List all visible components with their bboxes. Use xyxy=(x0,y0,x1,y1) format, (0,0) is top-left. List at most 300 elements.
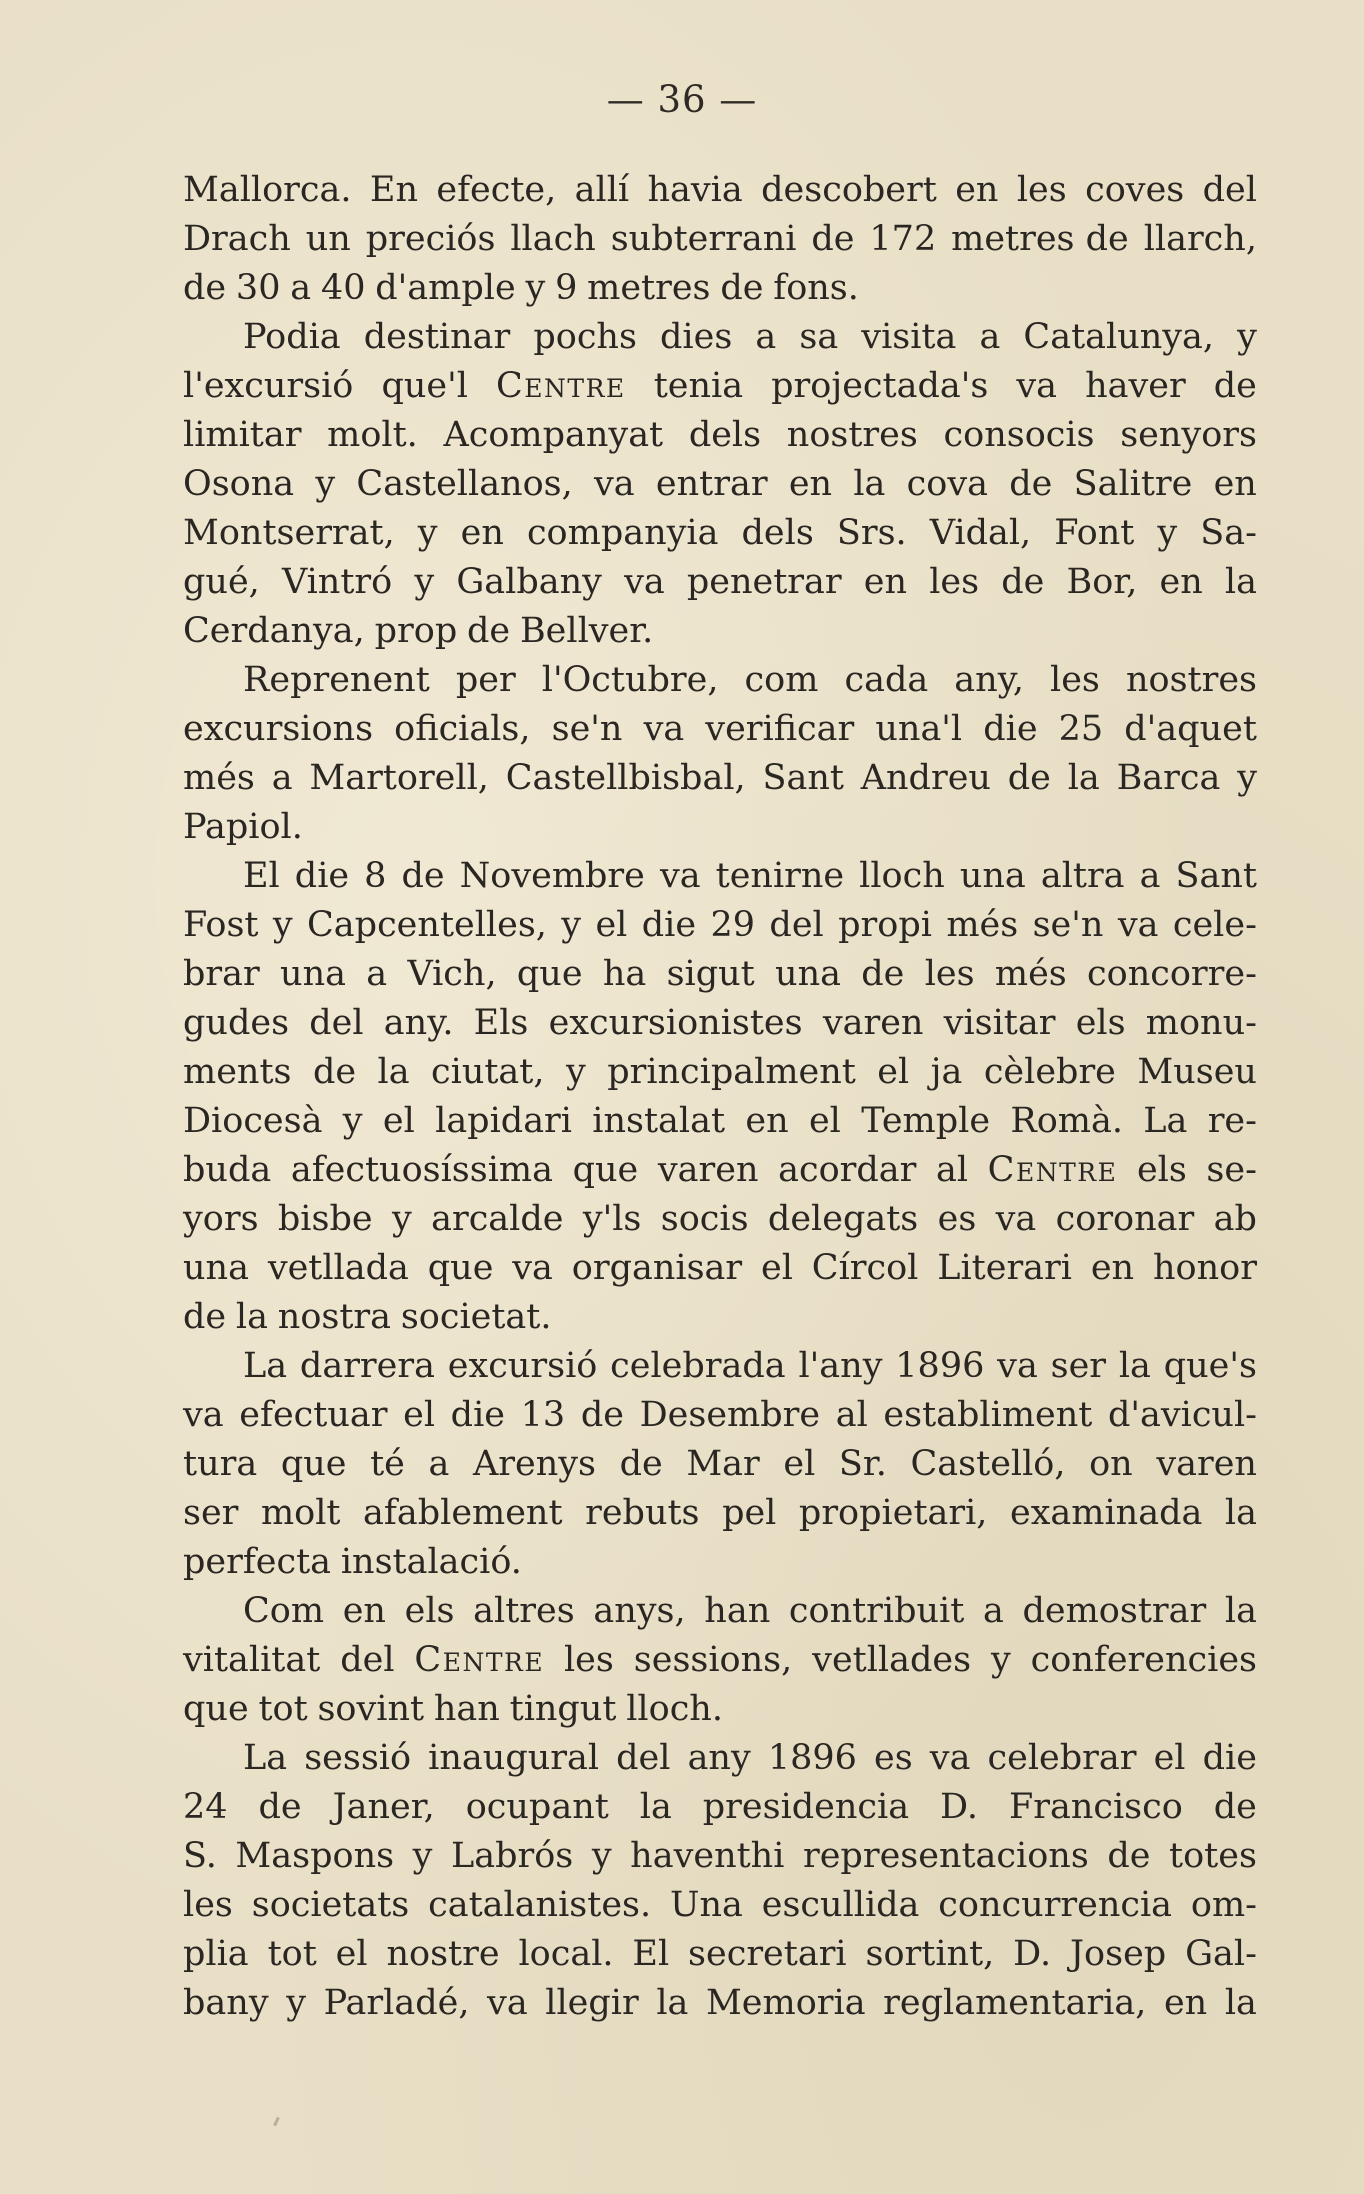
word: El xyxy=(632,1934,670,1974)
word: ciutat, xyxy=(431,1052,545,1092)
word: va xyxy=(512,1248,553,1288)
word: les xyxy=(1050,660,1100,700)
word: el xyxy=(595,905,628,945)
word: sovint xyxy=(317,1689,425,1729)
text-line xyxy=(183,1636,1257,1685)
word: any xyxy=(687,1738,751,1778)
word: va xyxy=(997,1346,1038,1386)
word: societats xyxy=(251,1885,410,1925)
word: reglamentaria, xyxy=(883,1983,1147,2023)
word: conferencies xyxy=(1030,1640,1257,1680)
word: prop xyxy=(374,611,458,651)
word: en xyxy=(460,513,504,553)
word: sessions, xyxy=(633,1640,793,1680)
word: sessió xyxy=(304,1738,412,1778)
text-line xyxy=(183,705,1257,754)
word: perfecta xyxy=(183,1542,332,1582)
word: que xyxy=(516,954,583,994)
page-number: — 36 — xyxy=(606,78,758,121)
word: a xyxy=(755,317,777,357)
text-line xyxy=(183,1783,1257,1832)
word: om- xyxy=(1190,1885,1257,1925)
word: y xyxy=(315,464,336,504)
text-line xyxy=(183,1685,1257,1734)
word: celebrada xyxy=(610,1346,786,1386)
word: Josep xyxy=(1070,1934,1167,1974)
text-line xyxy=(183,1832,1257,1881)
word: a xyxy=(271,758,293,798)
word: la xyxy=(1067,758,1100,798)
word: ser xyxy=(1050,1346,1107,1386)
word: 172 xyxy=(869,219,937,259)
word: d'aquet xyxy=(1124,709,1257,749)
word: va xyxy=(487,1983,528,2023)
word: va xyxy=(183,1395,224,1435)
word: propietari, xyxy=(798,1493,988,1533)
word: la xyxy=(377,1052,410,1092)
word: a xyxy=(366,954,388,994)
word: la xyxy=(1224,562,1257,602)
word: pochs xyxy=(533,317,637,357)
text-line xyxy=(183,1391,1257,1440)
word: excursions xyxy=(183,709,374,749)
word: una'l xyxy=(875,709,963,749)
word: Sant xyxy=(762,758,844,798)
text-line xyxy=(183,1930,1257,1979)
word: vetllades xyxy=(812,1640,972,1680)
word: die xyxy=(983,709,1038,749)
word: en xyxy=(342,1591,386,1631)
word: havia xyxy=(647,170,743,210)
word: Drach xyxy=(183,219,291,259)
word: les xyxy=(183,1885,233,1925)
word: 29 xyxy=(710,905,756,945)
word: de xyxy=(811,219,855,259)
word: catalanistes. xyxy=(428,1885,652,1925)
word: escullida xyxy=(761,1885,920,1925)
word: Els xyxy=(473,1003,529,1043)
word: la xyxy=(1224,1983,1257,2023)
word: de xyxy=(258,1787,302,1827)
word: de xyxy=(1009,464,1053,504)
word: y xyxy=(990,1640,1011,1680)
word: tot xyxy=(258,1689,308,1729)
word: en xyxy=(1090,1248,1135,1288)
word: més xyxy=(946,905,1019,945)
word: 24 xyxy=(183,1787,228,1827)
word: l'Octubre, xyxy=(541,660,719,700)
text-line xyxy=(183,1734,1257,1783)
word: ha xyxy=(602,954,647,994)
word: que xyxy=(183,1689,249,1729)
word: el xyxy=(783,1444,816,1484)
text-line xyxy=(183,754,1257,803)
word: consocis xyxy=(943,415,1095,455)
text-line xyxy=(183,166,1257,215)
word: destinar xyxy=(363,317,511,357)
word: En xyxy=(369,170,418,210)
word: la xyxy=(853,464,886,504)
word: die xyxy=(1202,1738,1257,1778)
text-line xyxy=(183,215,1257,264)
word: altres xyxy=(473,1591,575,1631)
word: y xyxy=(1157,513,1178,553)
word: que xyxy=(572,1150,639,1190)
word: 8 xyxy=(364,856,387,896)
word: Arenys xyxy=(472,1444,596,1484)
word: ments xyxy=(183,1052,292,1092)
word: visita xyxy=(861,317,957,357)
text-line xyxy=(183,264,1257,313)
word: ja xyxy=(930,1052,963,1092)
word: de xyxy=(1213,366,1257,406)
word: tot xyxy=(267,1934,317,1974)
word: 1896 xyxy=(767,1738,857,1778)
word: 9 xyxy=(555,268,578,308)
word: socis xyxy=(660,1199,749,1239)
text-line xyxy=(183,1244,1257,1293)
word: die xyxy=(450,1395,505,1435)
word: Labrós xyxy=(450,1836,574,1876)
word: tenia xyxy=(653,366,744,406)
word: del xyxy=(769,905,824,945)
text-line xyxy=(183,901,1257,950)
text-line xyxy=(183,411,1257,460)
word: més xyxy=(994,954,1067,994)
text-line xyxy=(183,313,1257,362)
word: Podia xyxy=(243,317,341,357)
word: Martorell, xyxy=(309,758,489,798)
word: de xyxy=(467,611,511,651)
word: S. xyxy=(183,1836,217,1876)
word: demostrar xyxy=(1022,1591,1207,1631)
word: Museu xyxy=(1137,1052,1257,1092)
word: se'n xyxy=(551,709,623,749)
word: lloch xyxy=(859,856,945,896)
word: a xyxy=(428,1444,450,1484)
word: el xyxy=(808,1101,841,1141)
word: celebrar xyxy=(987,1738,1137,1778)
text-line xyxy=(183,656,1257,705)
word: Catalunya, xyxy=(1023,317,1215,357)
word: 30 xyxy=(235,268,281,308)
word: limitar xyxy=(183,415,302,455)
word: Sa- xyxy=(1200,513,1257,553)
word: excursionistes xyxy=(548,1003,803,1043)
word: el xyxy=(877,1052,910,1092)
word: Novembre xyxy=(459,856,645,896)
word: Maspons xyxy=(235,1836,395,1876)
word: oficials, xyxy=(394,709,531,749)
word: una xyxy=(775,954,841,994)
word: a xyxy=(982,1591,1004,1631)
word: el xyxy=(335,1934,368,1974)
word: cada xyxy=(844,660,929,700)
word: Mar xyxy=(686,1444,760,1484)
word: y xyxy=(525,268,546,308)
word: Osona xyxy=(183,464,295,504)
word: d'ample xyxy=(375,268,516,308)
word: fons. xyxy=(773,268,859,308)
word: Literari xyxy=(937,1248,1072,1288)
word: pel xyxy=(722,1493,777,1533)
word: penetrar xyxy=(686,562,842,602)
word: representacions xyxy=(802,1836,1089,1876)
word: Temple xyxy=(861,1101,991,1141)
word: y xyxy=(412,1836,433,1876)
word: de xyxy=(312,1052,357,1092)
word: el xyxy=(382,1101,415,1141)
word: una xyxy=(183,1248,249,1288)
word: die xyxy=(294,856,350,896)
word: Desembre xyxy=(639,1395,821,1435)
word: Fost xyxy=(183,905,259,945)
text-line xyxy=(183,1097,1257,1146)
word: va xyxy=(1117,905,1159,945)
word: La xyxy=(243,1738,288,1778)
word: y xyxy=(591,1836,612,1876)
word: societat. xyxy=(400,1297,552,1337)
word: any. xyxy=(383,1003,454,1043)
word: de xyxy=(580,1395,624,1435)
word: es xyxy=(874,1738,913,1778)
text-line xyxy=(183,1440,1257,1489)
word: Una xyxy=(669,1885,743,1925)
word: yors xyxy=(183,1199,259,1239)
word: ab xyxy=(1213,1199,1257,1239)
word: de xyxy=(183,268,227,308)
word: va xyxy=(995,1199,1037,1239)
word: Cerdanya, xyxy=(183,611,365,651)
word: Bor, xyxy=(1066,562,1138,602)
word: que's xyxy=(1163,1346,1257,1386)
word: La xyxy=(243,1346,288,1386)
word: llach xyxy=(510,219,596,259)
word: varen xyxy=(1156,1444,1257,1484)
word: la xyxy=(235,1297,268,1337)
word: en xyxy=(863,562,908,602)
text-line xyxy=(183,460,1257,509)
word: Reprenent xyxy=(243,660,430,700)
body-text xyxy=(183,166,1257,2028)
word: coves xyxy=(1085,170,1185,210)
word: metres de xyxy=(951,219,1129,259)
word: a xyxy=(290,268,312,308)
word: El xyxy=(243,856,280,896)
word: una xyxy=(280,954,346,994)
word: y xyxy=(417,513,438,553)
word: al xyxy=(936,1150,969,1190)
word: per xyxy=(455,660,516,700)
word: cèlebre xyxy=(983,1052,1116,1092)
word: la xyxy=(639,1787,672,1827)
word: Janer, xyxy=(332,1787,435,1827)
word: va xyxy=(643,709,685,749)
word: Sr. xyxy=(838,1444,887,1484)
word: Andreu xyxy=(860,758,991,798)
word: lloch. xyxy=(626,1689,723,1729)
word: y xyxy=(272,905,293,945)
text-line xyxy=(183,1489,1257,1538)
text-line xyxy=(183,1195,1257,1244)
text-line xyxy=(183,803,1257,852)
word: D. xyxy=(1013,1934,1052,1974)
word: que xyxy=(427,1248,494,1288)
word: del xyxy=(309,1003,364,1043)
word: dels xyxy=(741,513,814,553)
word: llegir xyxy=(545,1983,639,2023)
word: llarch, xyxy=(1143,219,1257,259)
word: varen xyxy=(822,1003,924,1043)
word: tura xyxy=(183,1444,258,1484)
word: les xyxy=(924,954,975,994)
word: vitalitat xyxy=(183,1640,321,1680)
word: haventhi xyxy=(630,1836,785,1876)
word: de xyxy=(183,1297,227,1337)
word: en xyxy=(1163,1983,1208,2023)
text-line xyxy=(183,852,1257,901)
word: en xyxy=(1213,464,1257,504)
text-line xyxy=(183,607,1257,656)
word: el xyxy=(403,1395,436,1435)
word: un xyxy=(305,219,351,259)
word: excursió xyxy=(447,1346,598,1386)
text-line xyxy=(183,509,1257,558)
word: y xyxy=(1237,317,1257,357)
word: buda xyxy=(183,1150,272,1190)
word: les xyxy=(563,1640,614,1680)
word: altra xyxy=(1040,856,1125,896)
word: de xyxy=(1007,758,1051,798)
word: principalment xyxy=(607,1052,856,1092)
word: del xyxy=(340,1640,395,1680)
word: local. xyxy=(518,1934,614,1974)
word: de xyxy=(861,954,905,994)
word: de xyxy=(401,856,445,896)
word: varen xyxy=(657,1150,759,1190)
word: Parladé, xyxy=(323,1983,470,2023)
word: ser xyxy=(183,1493,239,1533)
word: rebuts xyxy=(585,1493,700,1533)
word: descobert xyxy=(761,170,937,210)
word: Capcentelles, xyxy=(307,905,547,945)
word: en xyxy=(1159,562,1203,602)
word: els xyxy=(1136,1150,1187,1190)
word: efecte, xyxy=(436,170,557,210)
word: molt xyxy=(260,1493,341,1533)
word: secretari xyxy=(688,1934,847,1974)
word: y xyxy=(561,905,582,945)
word: haver xyxy=(1085,366,1186,406)
word: Acompanyat xyxy=(443,415,664,455)
word: verificar xyxy=(705,709,855,749)
word: concorre- xyxy=(1087,954,1257,994)
word: dels xyxy=(688,415,762,455)
word: va xyxy=(624,562,665,602)
word: brar xyxy=(183,954,260,994)
word: la xyxy=(1224,1591,1257,1631)
word: una xyxy=(959,856,1026,896)
word: anys, xyxy=(593,1591,686,1631)
word: la xyxy=(656,1983,689,2023)
word: les xyxy=(929,562,980,602)
word: Com xyxy=(243,1591,325,1631)
word: y xyxy=(342,1101,363,1141)
word: presidencia xyxy=(702,1787,910,1827)
word: el xyxy=(1153,1738,1186,1778)
word: preciós xyxy=(365,219,496,259)
word: Srs. xyxy=(836,513,907,553)
word: Vidal, xyxy=(929,513,1032,553)
word: Galbany xyxy=(456,562,602,602)
word: l'any xyxy=(798,1346,883,1386)
word: té xyxy=(370,1444,405,1484)
word: nostres xyxy=(1125,660,1257,700)
word: projectada's xyxy=(771,366,989,406)
word: Sant xyxy=(1175,856,1257,896)
word: on xyxy=(1089,1444,1133,1484)
word: cova xyxy=(906,464,988,504)
text-line xyxy=(183,1146,1257,1195)
word: Centre xyxy=(987,1150,1118,1190)
word: bany xyxy=(183,1983,269,2023)
word: de xyxy=(720,268,764,308)
text-line xyxy=(183,999,1257,1048)
word: sortint, xyxy=(865,1934,995,1974)
word: de xyxy=(619,1444,663,1484)
word: y'ls xyxy=(582,1199,642,1239)
word: honor xyxy=(1152,1248,1257,1288)
word: Montserrat, xyxy=(183,513,395,553)
word: senyors xyxy=(1120,415,1257,455)
word: re- xyxy=(1207,1101,1257,1141)
word: Castelló, xyxy=(910,1444,1066,1484)
word: allí xyxy=(574,170,630,210)
word: examinada xyxy=(1009,1493,1203,1533)
word: afablement xyxy=(363,1493,563,1533)
word: de xyxy=(1107,1836,1151,1876)
word: Bellver. xyxy=(519,611,654,651)
word: Diocesà xyxy=(183,1101,323,1141)
word: tenirne xyxy=(715,856,845,896)
word: se- xyxy=(1206,1150,1257,1190)
word: La xyxy=(1143,1101,1188,1141)
word: subterrani xyxy=(610,219,797,259)
word: Castellbisbal, xyxy=(505,758,746,798)
word: y xyxy=(414,562,435,602)
word: les xyxy=(1016,170,1067,210)
word: arcalde xyxy=(431,1199,564,1239)
word: el xyxy=(761,1248,793,1288)
word: han xyxy=(704,1591,771,1631)
word: organisar xyxy=(571,1248,743,1288)
word: propi xyxy=(838,905,932,945)
word: Círcol xyxy=(811,1248,919,1288)
word: del xyxy=(1202,170,1257,210)
word: efectuar xyxy=(239,1395,388,1435)
word: instalació. xyxy=(340,1542,522,1582)
word: sa xyxy=(799,317,839,357)
word: 40 xyxy=(320,268,366,308)
word: D. xyxy=(940,1787,978,1827)
text-line xyxy=(183,1587,1257,1636)
word: la xyxy=(1118,1346,1151,1386)
word: Centre xyxy=(414,1640,545,1680)
word: visitar xyxy=(943,1003,1056,1043)
word: metres xyxy=(587,268,711,308)
word: els xyxy=(1075,1003,1126,1043)
text-line xyxy=(183,1979,1257,2028)
